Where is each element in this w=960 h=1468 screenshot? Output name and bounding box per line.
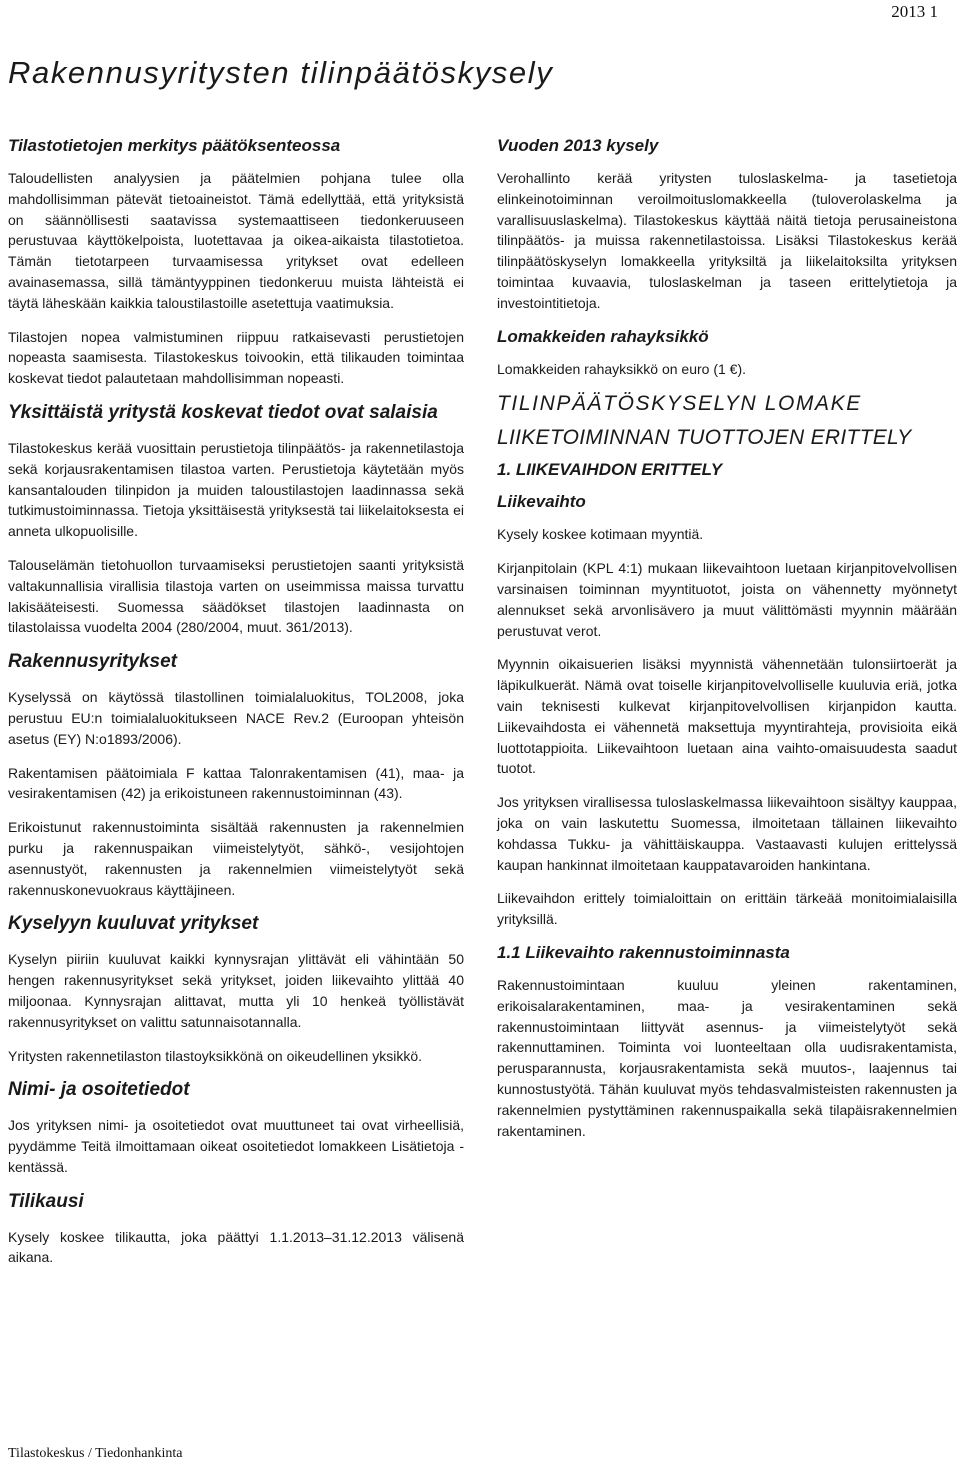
paragraph: Kyselyn piiriin kuuluvat kaikki kynnysrajan ylittävät eli vähintään 50 hengen rakennusyritykset sekä yritykset, joiden liikevaihto ylittää 40 miljoonaa. Kynnysrajan alittavat, mutta yli 10 henkeä työllistävät rakennusyritykset on valittu satunnaisotannalla. — [8, 951, 464, 1030]
form-title: TILINPÄÄTÖSKYSELYN LOMAKE — [497, 392, 862, 416]
footer-text: Tilastokeskus / Tiedonhankinta — [8, 1446, 183, 1461]
paragraph: Yritysten rakennetilaston tilastoyksikkönä on oikeudellinen yksikkö. — [8, 1047, 422, 1064]
section-heading-construction-companies: Rakennusyritykset — [8, 651, 177, 673]
section-heading-statistics-importance: Tilastotietojen merkitys päätöksenteossa — [8, 136, 341, 155]
right-column — [497, 136, 957, 1154]
paragraph: Verohallinto kerää yritysten tuloslaskelma- ja tasetietoja elinkeinotoiminnan veroilmoituslomakkeella (tuloverolaskelma ja varallisuuslaskelma). Tilastokeskus käyttää näitä tietoja perusaineistona tilinpäätös- ja muissa rakennetilastoissa. Lisäksi Tilastokeskus kerää tilinpäätöskyselyn lomakkeella yrityksiltä ja liikelaitoksilta yrityksen toimintaa kuvaavia, tuloslaskelman ja taseen erittelytietoja ja investointitietoja. — [497, 170, 957, 311]
paragraph: Erikoistunut rakennustoiminta sisältää rakennusten ja rakennelmien purku ja rakennuspaikan viimeistelytyöt, sähkö-, vesijohtojen asennustyöt, rakennusten ja rakennelmien viimeistelytyöt sekä rakennuskonevuokraus käyttäjineen. — [8, 819, 464, 898]
section-heading-monetary-unit: Lomakkeiden rahayksikkö — [497, 326, 709, 346]
section-heading-fiscal-period: Tilikausi — [8, 1190, 84, 1212]
paragraph: Jos yrityksen virallisessa tuloslaskelmassa liikevaihtoon sisältyy kauppaa, joka on vain laskutettu Suomessa, ilmoitetaan tällainen liikevaihto kohdassa Tukku- ja vähittäiskauppa. Vastaavasti kulujen erittelyssä kaupan hankinnat ilmoitetaan kauppatavaroiden hankintana. — [497, 794, 957, 873]
section-heading-turnover: Liikevaihto — [497, 492, 586, 512]
paragraph: Liikevaihdon erittely toimialoittain on erittäin tärkeää monitoimialaisilla yrityksillä. — [497, 890, 957, 928]
paragraph: Kysely koskee tilikautta, joka päättyi 1.1.2013–31.12.2013 välisenä aikana. — [8, 1228, 464, 1266]
form-subtitle: LIIKETOIMINNAN TUOTTOJEN ERITTELY — [497, 426, 912, 450]
section-heading-survey-scope: Kyselyyn kuuluvat yritykset — [8, 913, 259, 935]
paragraph: Rakennustoimintaan kuuluu yleinen rakentaminen, erikoisalarakentaminen, maa- ja vesirakentaminen sekä rakennustoimintaan liittyvät asennus- ja viimeistelytyöt sekä rakennuttaminen. Toiminta voi luonteeltaan olla uudisrakentamista, perusparannusta, korjausrakentamista sekä muutos-, laajennus tai kunnostustyötä. Tähän kuuluvat myös tehdasvalmisteisten rakennusten ja rakennelmien pystyttäminen rakennuspaikalla sekä tilapäisrakennelmien rakentaminen. — [497, 976, 957, 1139]
section-heading-confidentiality: Yksittäistä yritystä koskevat tiedot ovat salaisia — [8, 401, 438, 423]
paragraph: Tilastokeskus kerää vuosittain perustietoja tilinpäätös- ja rakennetilastoja sekä korjausrakentamisen tilastoa varten. Perustietoja käytetään myös kansantalouden tilinpidon ja muiden taloustilastojen laadinnassa sekä tutkimustoiminnassa. Tietoja yksittäisestä yrityksestä tai liikelaitoksesta ei anneta ulkopuolisille. — [8, 439, 464, 540]
paragraph: Lomakkeiden rahayksikkö on euro (1 €). — [497, 360, 747, 377]
paragraph: Taloudellisten analyysien ja päätelmien pohjana tulee olla mahdollisimman pätevät tietoaineistot. Tämä edellyttää, että yrityksistä on säännöllisesti saatavissa systemaattiseen tiedonkeruuseen perustuvaa käyttökelpoista, luotettavaa ja oikea-aikaista tilastotietoa. Tämän tietotarpeen turvaamisessa yritykset ovat edelleen avainasemassa, sillä tämäntyyppinen tiedonkeruu muista lähteistä ei täytä läheskään kaikkia taloustilastoille asetettuja vaatimuksia. — [8, 170, 464, 311]
paragraph: Rakentamisen päätoimiala F kattaa Talonrakentamisen (41), maa- ja vesirakentamisen (42) ja erikoistuneen rakennustoiminnan (43). — [8, 764, 464, 802]
page-title: Rakennusyritysten tilinpäätöskysely — [8, 55, 554, 90]
section-heading-turnover-breakdown: 1. LIIKEVAIHDON ERITTELY — [497, 460, 723, 480]
left-column — [8, 136, 464, 1281]
paragraph: Myynnin oikaisuerien lisäksi myynnistä vähennetään tulonsiirtoerät ja läpikulkuerät. Nämä ovat toiselle kirjanpitovelvolliselle kuuluvia eriä, jotka vain teknisesti kulkevat kirjanpitovelvollisen kirjanpidon kautta. Liikevaihdosta ei vähennetä maksettuja myyntirahteja, provisioita eikä luottotappioita. Liikevaihtoon luetaan aina vaihto-omaisuudesta saadut tuotot. — [497, 656, 957, 777]
section-heading-name-address: Nimi- ja osoitetiedot — [8, 1079, 190, 1101]
paragraph: Talouselämän tietohuollon turvaamiseksi perustietojen saanti yrityksistä valtakunnallisia virallisia tilastoja varten on useimmissa maissa turvattu lakisääteisesti. Suomessa säädökset tilastojen laadinnasta on tilastolaissa vuodelta 2004 (280/2004, muut. 361/2013). — [8, 556, 464, 636]
section-heading-construction-turnover: 1.1 Liikevaihto rakennustoiminnasta — [497, 942, 790, 962]
paragraph: Kyselyssä on käytössä tilastollinen toimialaluokitus, TOL2008, joka perustuu EU:n toimialaluokitukseen NACE Rev.2 (Euroopan yhteisön asetus (EY) N:o1893/2006). — [8, 689, 464, 747]
paragraph: Jos yrityksen nimi- ja osoitetiedot ovat muuttuneet tai ovat virheellisiä, pyydämme Teitä ilmoittamaan oikeat osoitetiedot lomakkeen Lisätietoja -kentässä. — [8, 1117, 464, 1175]
paragraph: Kysely koskee kotimaan myyntiä. — [497, 526, 704, 543]
paragraph: Kirjanpitolain (KPL 4:1) mukaan liikevaihtoon luetaan kirjanpitovelvollisen varsinaisen toiminnan myyntituotot, joista on vähennetty myönnetyt alennukset sekä arvonlisävero ja muut välittömästi myynnin määrään perustuvat verot. — [497, 560, 957, 639]
section-heading-survey-2013: Vuoden 2013 kysely — [497, 136, 659, 155]
paragraph: Tilastojen nopea valmistuminen riippuu ratkaisevasti perustietojen nopeasta saamisesta. Tilastokeskus toivookin, että tilikauden toimintaa koskevat tiedot palautetaan mahdollisimman nopeasti. — [8, 328, 464, 387]
page-number: 2013 1 — [891, 2, 938, 21]
